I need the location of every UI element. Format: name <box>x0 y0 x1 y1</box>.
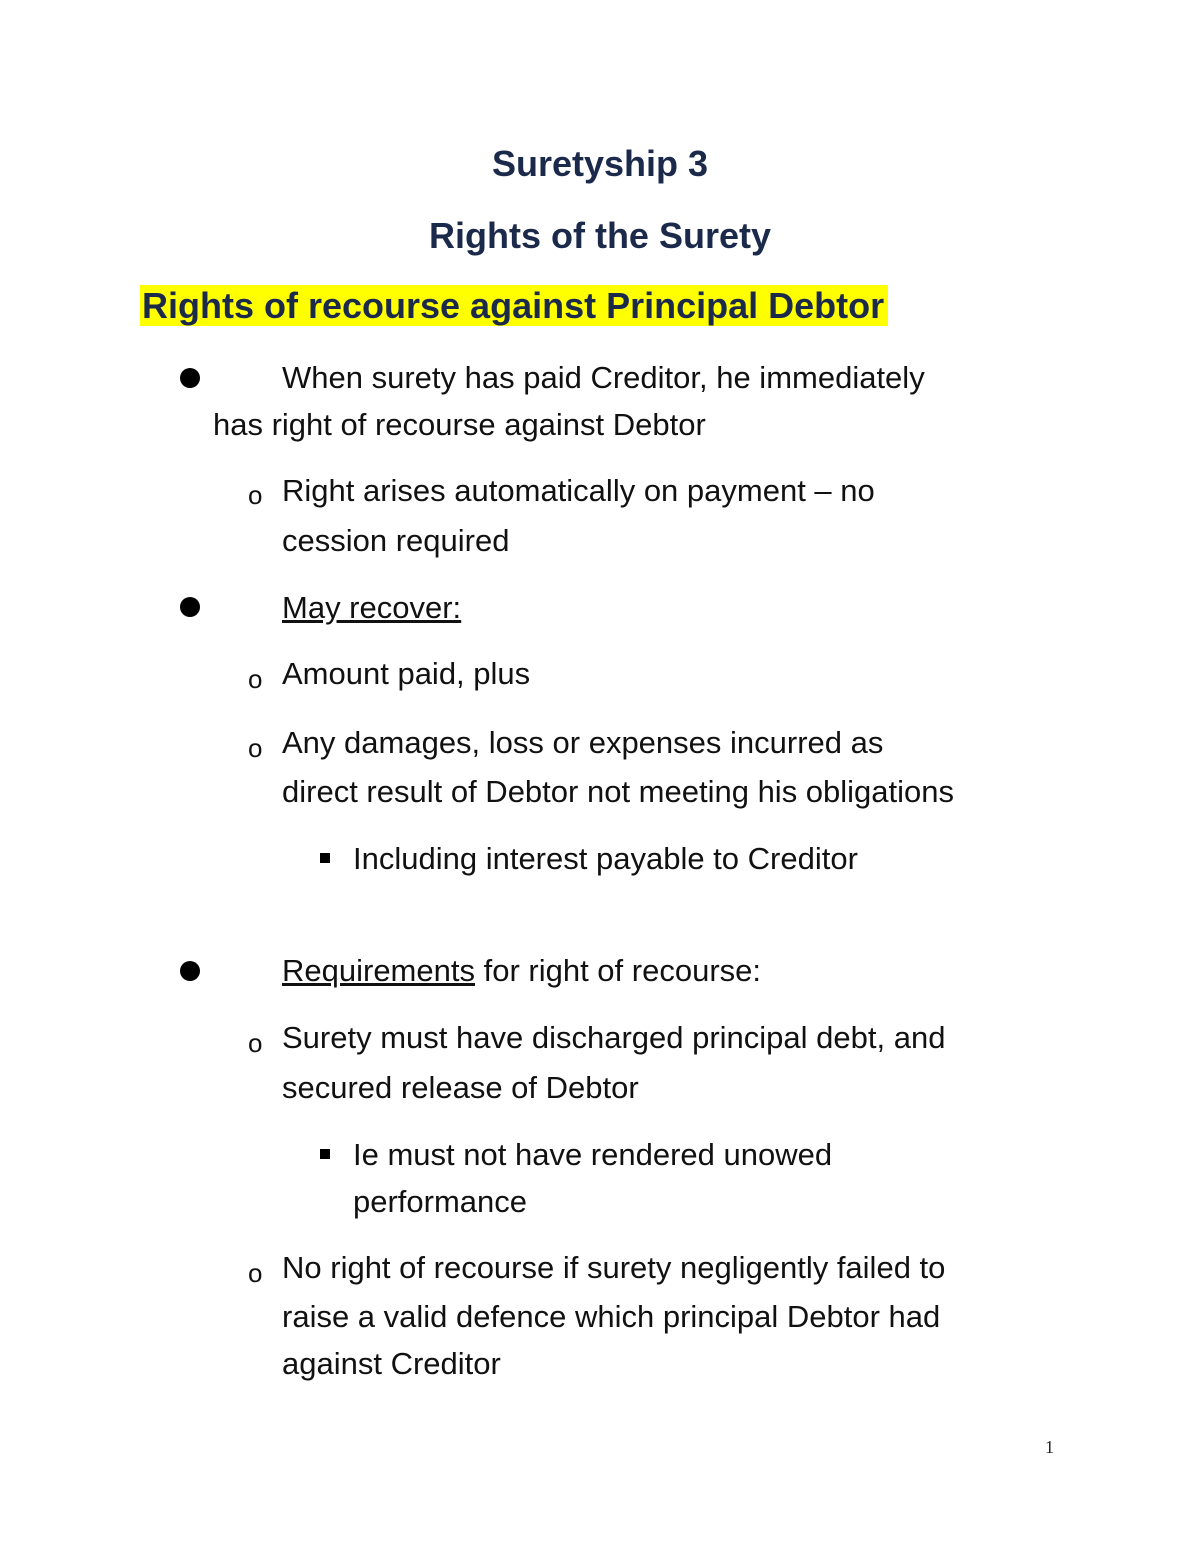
list-item-text <box>282 946 761 995</box>
list-item-text: Amount paid, plus <box>282 656 531 691</box>
circle-outline-bullet-icon: o <box>248 1258 263 1288</box>
circle-outline-bullet-icon: o <box>248 664 263 694</box>
list-item-text-continued: performance <box>353 1184 528 1219</box>
list-item-text-continued: secured release of Debtor <box>282 1070 639 1105</box>
list-item-text: Ie must not have rendered unowed <box>353 1137 833 1172</box>
circle-outline-bullet-icon: o <box>248 480 263 510</box>
underlined-text: Requirements <box>282 953 475 988</box>
page-number: 1 <box>1045 1437 1054 1457</box>
list-item-text: When surety has paid Creditor, he immediately <box>282 360 925 395</box>
list-item-text-continued: raise a valid defence which principal Debtor had <box>282 1299 941 1334</box>
filled-circle-bullet-icon <box>180 368 200 388</box>
list-item-text: Right arises automatically on payment – no <box>282 473 875 508</box>
underlined-text: May recover: <box>282 590 462 625</box>
list-item-text <box>282 583 461 632</box>
list-item-text: No right of recourse if surety negligently failed to <box>282 1250 946 1285</box>
filled-circle-bullet-icon <box>180 961 200 981</box>
document-subtitle: Rights of the Surety <box>428 215 772 256</box>
list-item-text-continued: against Creditor <box>282 1346 501 1381</box>
circle-outline-bullet-icon: o <box>248 1028 263 1058</box>
list-item-text: Any damages, loss or expenses incurred as <box>282 725 884 760</box>
list-item-text-continued: has right of recourse against Debtor <box>213 407 706 442</box>
filled-circle-bullet-icon <box>180 597 200 617</box>
filled-square-bullet-icon <box>320 1149 330 1159</box>
section-heading <box>140 283 888 329</box>
list-item-text-continued: direct result of Debtor not meeting his obligations <box>282 774 955 809</box>
circle-outline-bullet-icon: o <box>248 733 263 763</box>
highlighted-heading-text: Rights of recourse against Principal Debtor <box>140 285 888 326</box>
list-item-text: Including interest payable to Creditor <box>353 841 858 876</box>
document-title: Suretyship 3 <box>491 143 709 184</box>
list-item-text-continued: cession required <box>282 523 510 558</box>
list-item-text: Surety must have discharged principal debt, and <box>282 1020 946 1055</box>
filled-square-bullet-icon <box>320 853 330 863</box>
list-item-text-rest: for right of recourse: <box>474 953 761 988</box>
